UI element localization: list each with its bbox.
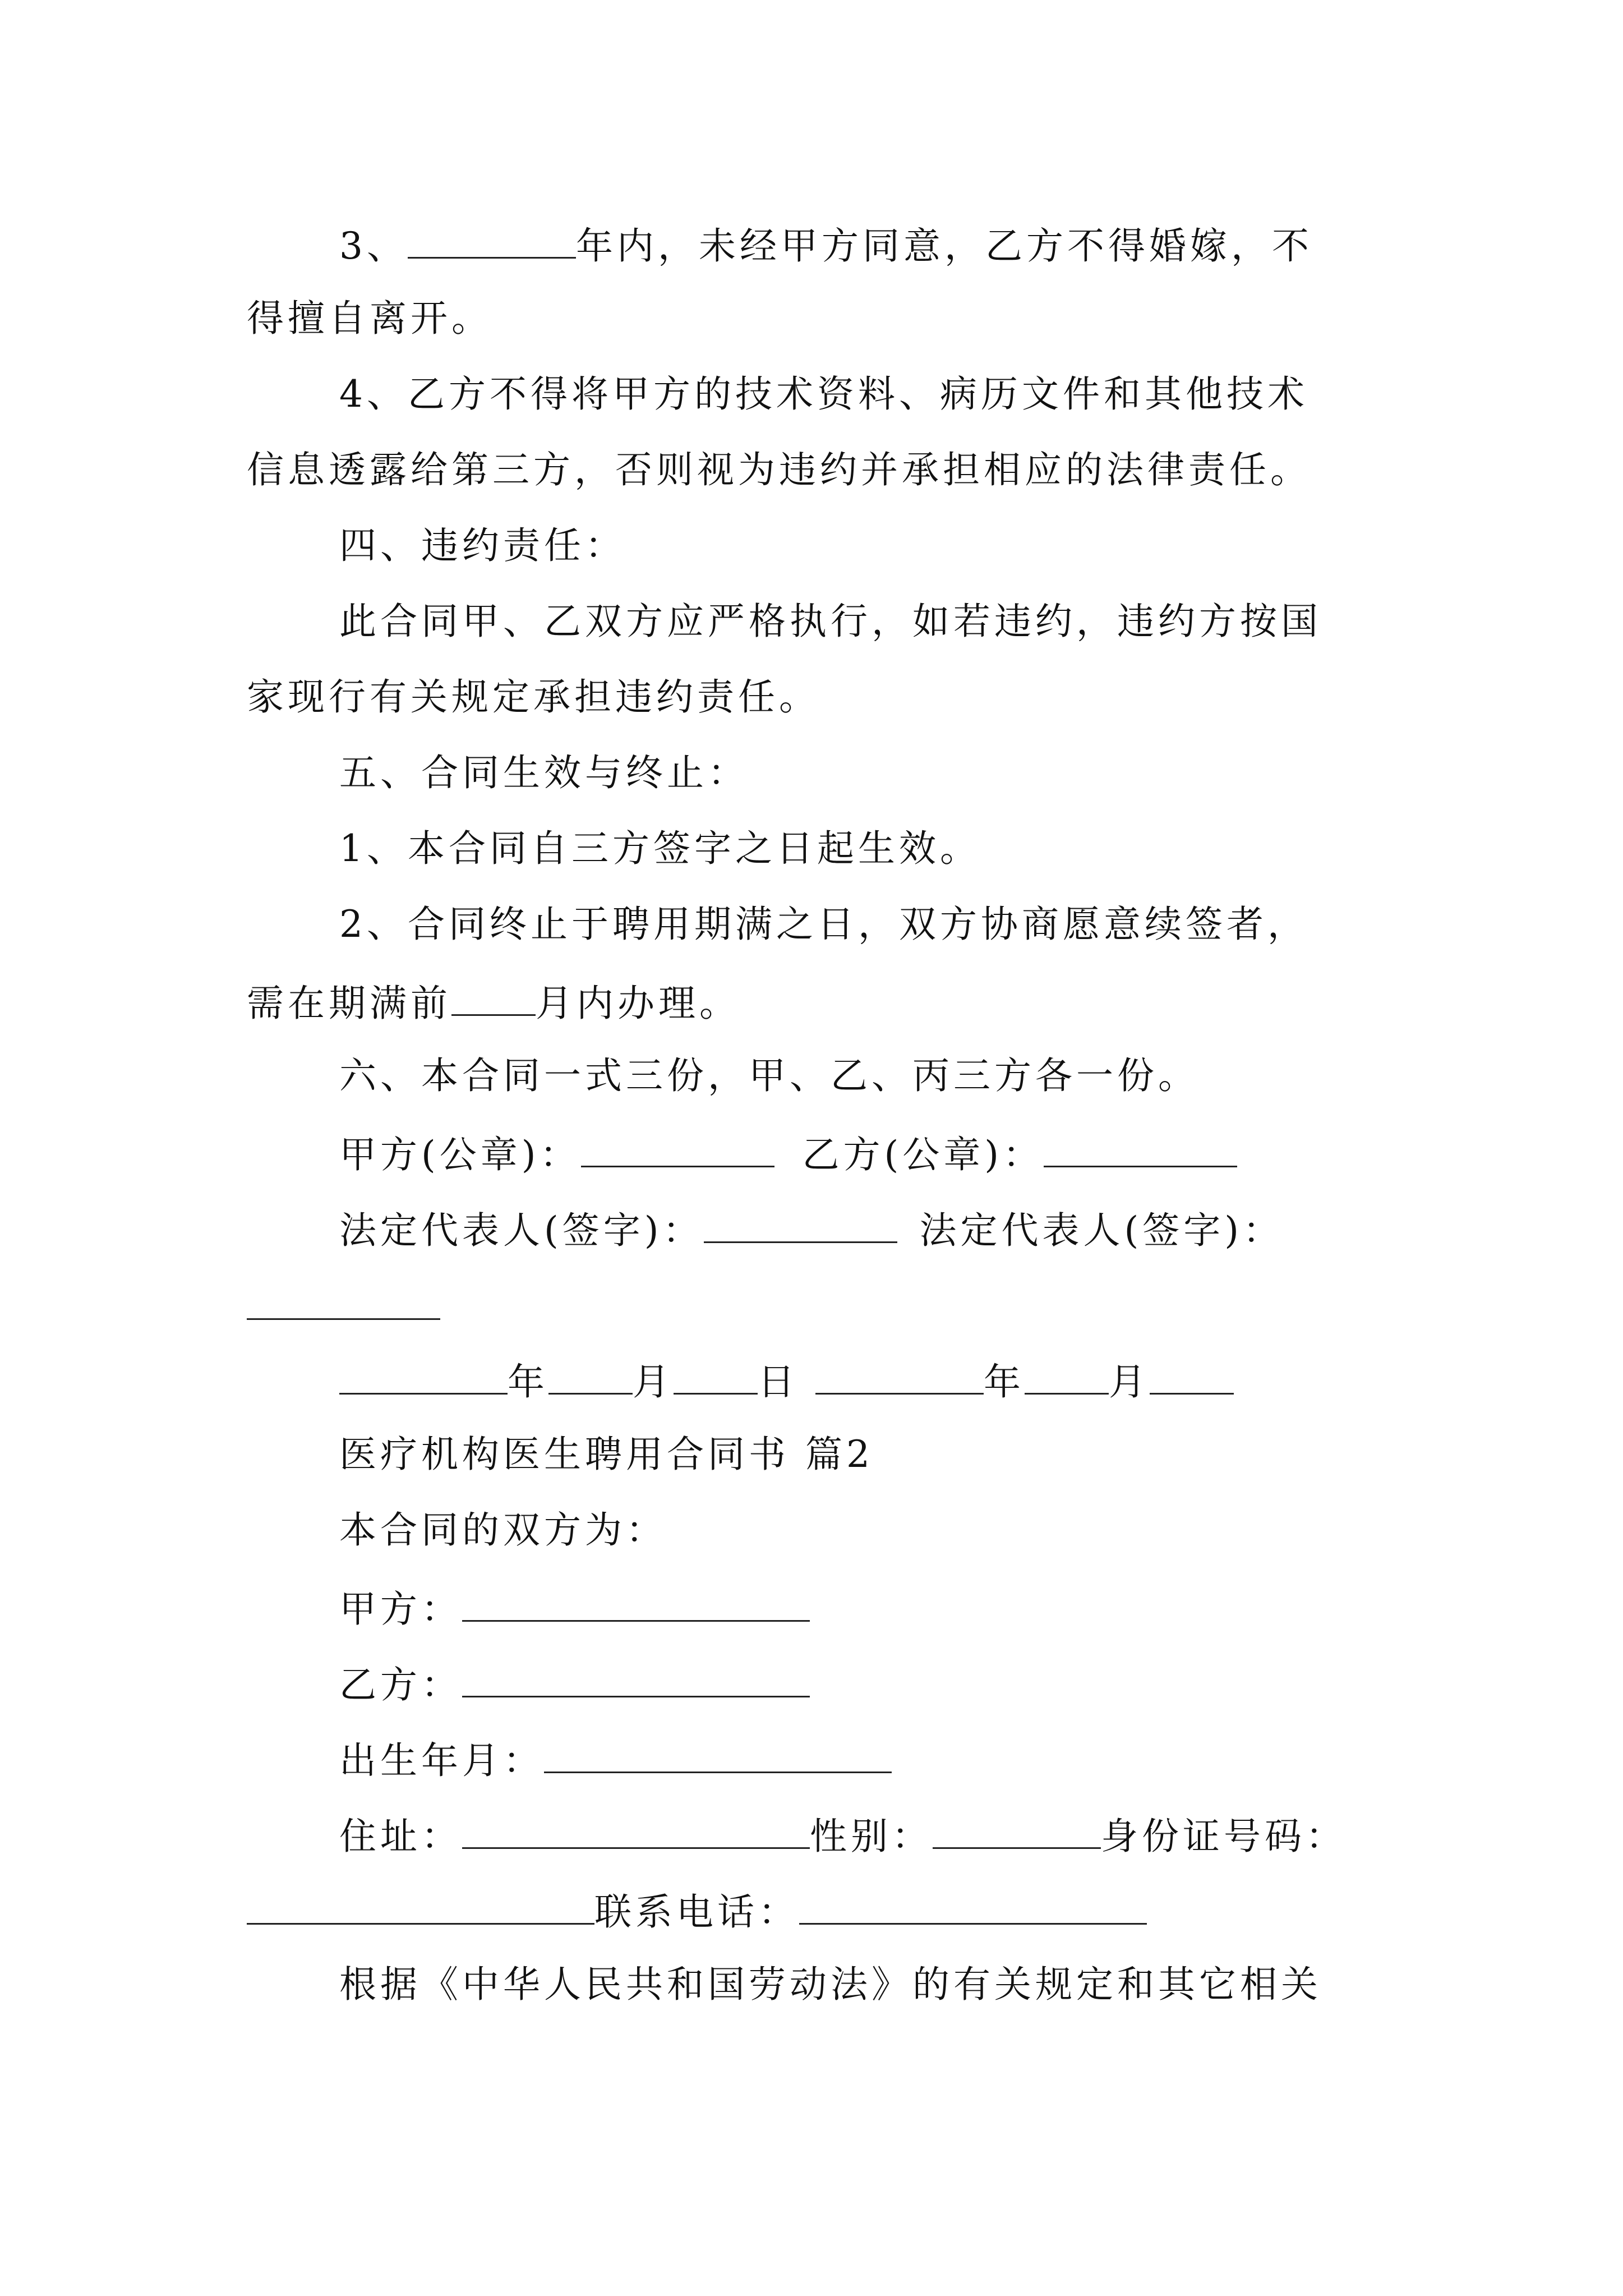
address-label: 住址： xyxy=(339,1815,462,1858)
date-day-label: 日 xyxy=(758,1360,799,1404)
party-a-label: 甲方： xyxy=(339,1588,462,1631)
breach-paragraph-cont: 家现行有关规定承担违约责任。 xyxy=(247,675,820,719)
party-a-blank xyxy=(462,1588,810,1622)
effect-clause-1: 1、本合同自三方签字之日起生效。 xyxy=(339,827,981,870)
clause-3-line xyxy=(339,224,1313,268)
renewal-text-pre: 需在期满前 xyxy=(247,982,451,1025)
party-b-label: 乙方： xyxy=(339,1663,462,1706)
signature-line xyxy=(339,1209,1284,1252)
address-line xyxy=(339,1815,1347,1858)
basis-paragraph: 根据《中华人民共和国劳动法》的有关规定和其它相关 xyxy=(339,1963,1322,2006)
clause-3-number: 3、 xyxy=(339,224,408,268)
birth-label: 出生年月： xyxy=(339,1739,544,1782)
contract-2-title: 医疗机构医生聘用合同书 篇2 xyxy=(339,1433,874,1476)
clause-3-cont: 得擅自离开。 xyxy=(247,297,492,340)
date-day-blank xyxy=(674,1360,758,1395)
address-blank xyxy=(462,1815,810,1849)
party-b-rep-blank xyxy=(247,1318,440,1320)
date2-day-blank xyxy=(1150,1360,1234,1395)
party-a-rep-blank xyxy=(704,1209,897,1243)
phone-blank xyxy=(799,1890,1147,1925)
birth-blank xyxy=(544,1739,892,1773)
section-6-copies: 六、本合同一式三份，甲、乙、丙三方各一份。 xyxy=(339,1054,1199,1097)
months-blank xyxy=(451,982,536,1016)
date-year-blank xyxy=(339,1360,508,1395)
id-number-label: 身份证号码： xyxy=(1101,1815,1347,1858)
clause-3-text: 年内，未经甲方同意，乙方不得婚嫁，不 xyxy=(576,224,1313,268)
id-number-blank xyxy=(247,1890,594,1925)
party-b-line xyxy=(339,1663,810,1704)
phone-label: 联系电话： xyxy=(594,1890,799,1934)
effect-clause-2-cont xyxy=(247,982,740,1025)
party-b-seal-label: 乙方(公章)： xyxy=(802,1133,1044,1176)
party-a-seal-label: 甲方(公章)： xyxy=(339,1133,581,1176)
years-blank xyxy=(408,224,576,259)
date-year-label: 年 xyxy=(508,1360,548,1404)
party-b-rep-label: 法定代表人(签字)： xyxy=(919,1209,1284,1252)
date-month-label: 月 xyxy=(633,1360,674,1404)
renewal-text-post: 月内办理。 xyxy=(536,982,740,1025)
seal-line xyxy=(339,1133,1237,1174)
date2-month-label: 月 xyxy=(1109,1360,1150,1404)
phone-line xyxy=(247,1890,1147,1934)
effect-clause-2: 2、合同终止于聘用期满之日，双方协商愿意续签者， xyxy=(339,903,1308,946)
section-4-heading: 四、违约责任： xyxy=(339,524,626,567)
party-a-seal-blank xyxy=(581,1133,774,1167)
date2-month-blank xyxy=(1025,1360,1109,1395)
gender-blank xyxy=(933,1815,1101,1849)
parties-intro: 本合同的双方为： xyxy=(339,1508,667,1552)
breach-paragraph: 此合同甲、乙双方应严格执行，如若违约，违约方按国 xyxy=(339,600,1322,643)
gender-label: 性别： xyxy=(810,1815,933,1858)
party-b-blank xyxy=(462,1663,810,1697)
date2-year-blank xyxy=(815,1360,984,1395)
clause-4-line: 4、乙方不得将甲方的技术资料、病历文件和其他技术 xyxy=(339,372,1308,416)
clause-4-cont: 信息透露给第三方，否则视为违约并承担相应的法律责任。 xyxy=(247,448,1311,491)
date-month-blank xyxy=(548,1360,633,1395)
date-line xyxy=(339,1360,1234,1404)
birth-line xyxy=(339,1739,892,1782)
date2-year-label: 年 xyxy=(984,1360,1025,1404)
party-a-rep-label: 法定代表人(签字)： xyxy=(339,1209,704,1252)
section-5-heading: 五、合同生效与终止： xyxy=(339,751,749,794)
party-a-line xyxy=(339,1588,810,1631)
party-b-seal-blank xyxy=(1044,1133,1237,1167)
